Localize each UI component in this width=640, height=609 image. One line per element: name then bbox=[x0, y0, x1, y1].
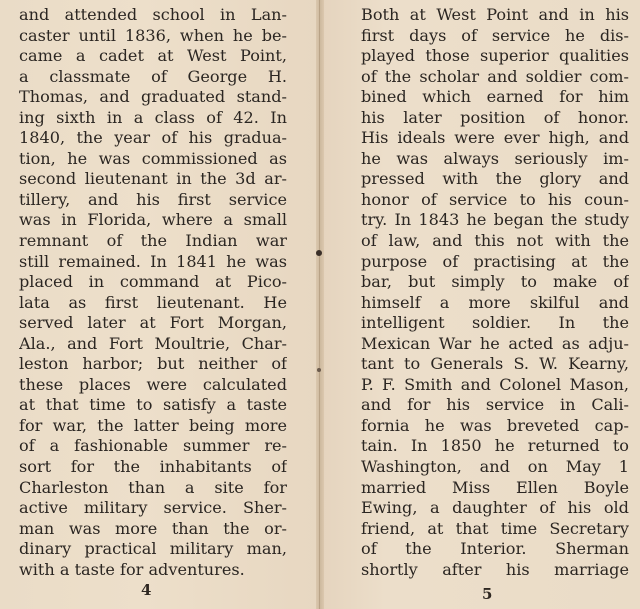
text-line: Mexican War he acted as adju- bbox=[361, 333, 629, 353]
text-line: served later at Fort Morgan, bbox=[19, 313, 287, 333]
text-line: still remained. In 1841 he was bbox=[19, 251, 287, 271]
text-line: a classmate of George H. bbox=[19, 66, 287, 86]
text-line: tain. In 1850 he returned to bbox=[361, 436, 629, 456]
text-line: sort for the inhabitants of bbox=[19, 457, 287, 477]
text-line: tillery, and his first service bbox=[19, 189, 287, 209]
text-line: friend, at that time Secretary bbox=[361, 518, 629, 538]
page-fold-line bbox=[319, 0, 320, 609]
text-line: and for his service in Cali- bbox=[361, 395, 629, 415]
text-line: played those superior qualities bbox=[361, 46, 629, 66]
text-line: ing sixth in a class of 42. In bbox=[19, 107, 287, 127]
text-line: himself a more skilful and bbox=[361, 292, 629, 312]
text-line: first days of service he dis- bbox=[361, 25, 629, 45]
text-line: Washington, and on May 1 bbox=[361, 457, 629, 477]
text-line: purpose of practising at the bbox=[361, 251, 629, 271]
text-line: shortly after his marriage bbox=[361, 559, 629, 579]
text-line: of the Interior. Sherman bbox=[361, 539, 629, 559]
text-line: leston harbor; but neither of bbox=[19, 354, 287, 374]
text-line: Both at West Point and in his bbox=[361, 5, 629, 24]
left-page-text bbox=[19, 5, 287, 580]
text-line: with a taste for adventures. bbox=[19, 559, 245, 579]
text-line: came a cadet at West Point, bbox=[19, 46, 287, 66]
text-line: man was more than the or- bbox=[19, 518, 287, 538]
text-line: tant to Generals S. W. Kearny, bbox=[361, 354, 629, 374]
book-gutter bbox=[316, 0, 324, 609]
text-line: bar, but simply to make of bbox=[361, 272, 629, 292]
text-line: active military service. Sher- bbox=[19, 498, 287, 518]
text-line: Thomas, and graduated stand- bbox=[19, 87, 287, 107]
text-line: 1840, the year of his gradua- bbox=[19, 128, 287, 148]
text-line: dinary practical military man, bbox=[19, 539, 287, 559]
right-page-text bbox=[361, 5, 629, 580]
text-line: Ewing, a daughter of his old bbox=[361, 498, 629, 518]
text-line: and attended school in Lan- bbox=[19, 5, 287, 24]
text-line: try. In 1843 he began the study bbox=[361, 210, 629, 230]
text-line: placed in command at Pico- bbox=[19, 272, 287, 292]
text-line: of law, and this not with the bbox=[361, 231, 629, 251]
text-line: for war, the latter being more bbox=[19, 415, 287, 435]
text-line: remnant of the Indian war bbox=[19, 231, 287, 251]
text-line: at that time to satisfy a taste bbox=[19, 395, 287, 415]
text-line: lata as first lieutenant. He bbox=[19, 292, 287, 312]
page-number-right: 5 bbox=[482, 585, 493, 603]
text-line: these places were calculated bbox=[19, 374, 287, 394]
text-line: Ala., and Fort Moultrie, Char- bbox=[19, 333, 287, 353]
binding-stitch bbox=[317, 368, 321, 372]
page-number-left: 4 bbox=[141, 581, 152, 599]
text-line: of the scholar and soldier com- bbox=[361, 66, 629, 86]
text-line: married Miss Ellen Boyle bbox=[361, 477, 629, 497]
text-line: Charleston than a site for bbox=[19, 477, 287, 497]
text-line: caster until 1836, when he be- bbox=[19, 25, 287, 45]
text-line: fornia he was breveted cap- bbox=[361, 415, 629, 435]
text-line: of a fashionable summer re- bbox=[19, 436, 287, 456]
text-line: honor of service to his coun- bbox=[361, 189, 629, 209]
text-line: His ideals were ever high, and bbox=[361, 128, 629, 148]
text-line: intelligent soldier. In the bbox=[361, 313, 629, 333]
text-line: second lieutenant in the 3d ar- bbox=[19, 169, 287, 189]
text-line: bined which earned for him bbox=[361, 87, 629, 107]
text-line: his later position of honor. bbox=[361, 107, 629, 127]
text-line: he was always seriously im- bbox=[361, 148, 629, 168]
text-line: pressed with the glory and bbox=[361, 169, 629, 189]
text-line: tion, he was commissioned as bbox=[19, 148, 287, 168]
text-line: was in Florida, where a small bbox=[19, 210, 287, 230]
text-line: P. F. Smith and Colonel Mason, bbox=[361, 374, 629, 394]
binding-stitch bbox=[316, 250, 322, 256]
